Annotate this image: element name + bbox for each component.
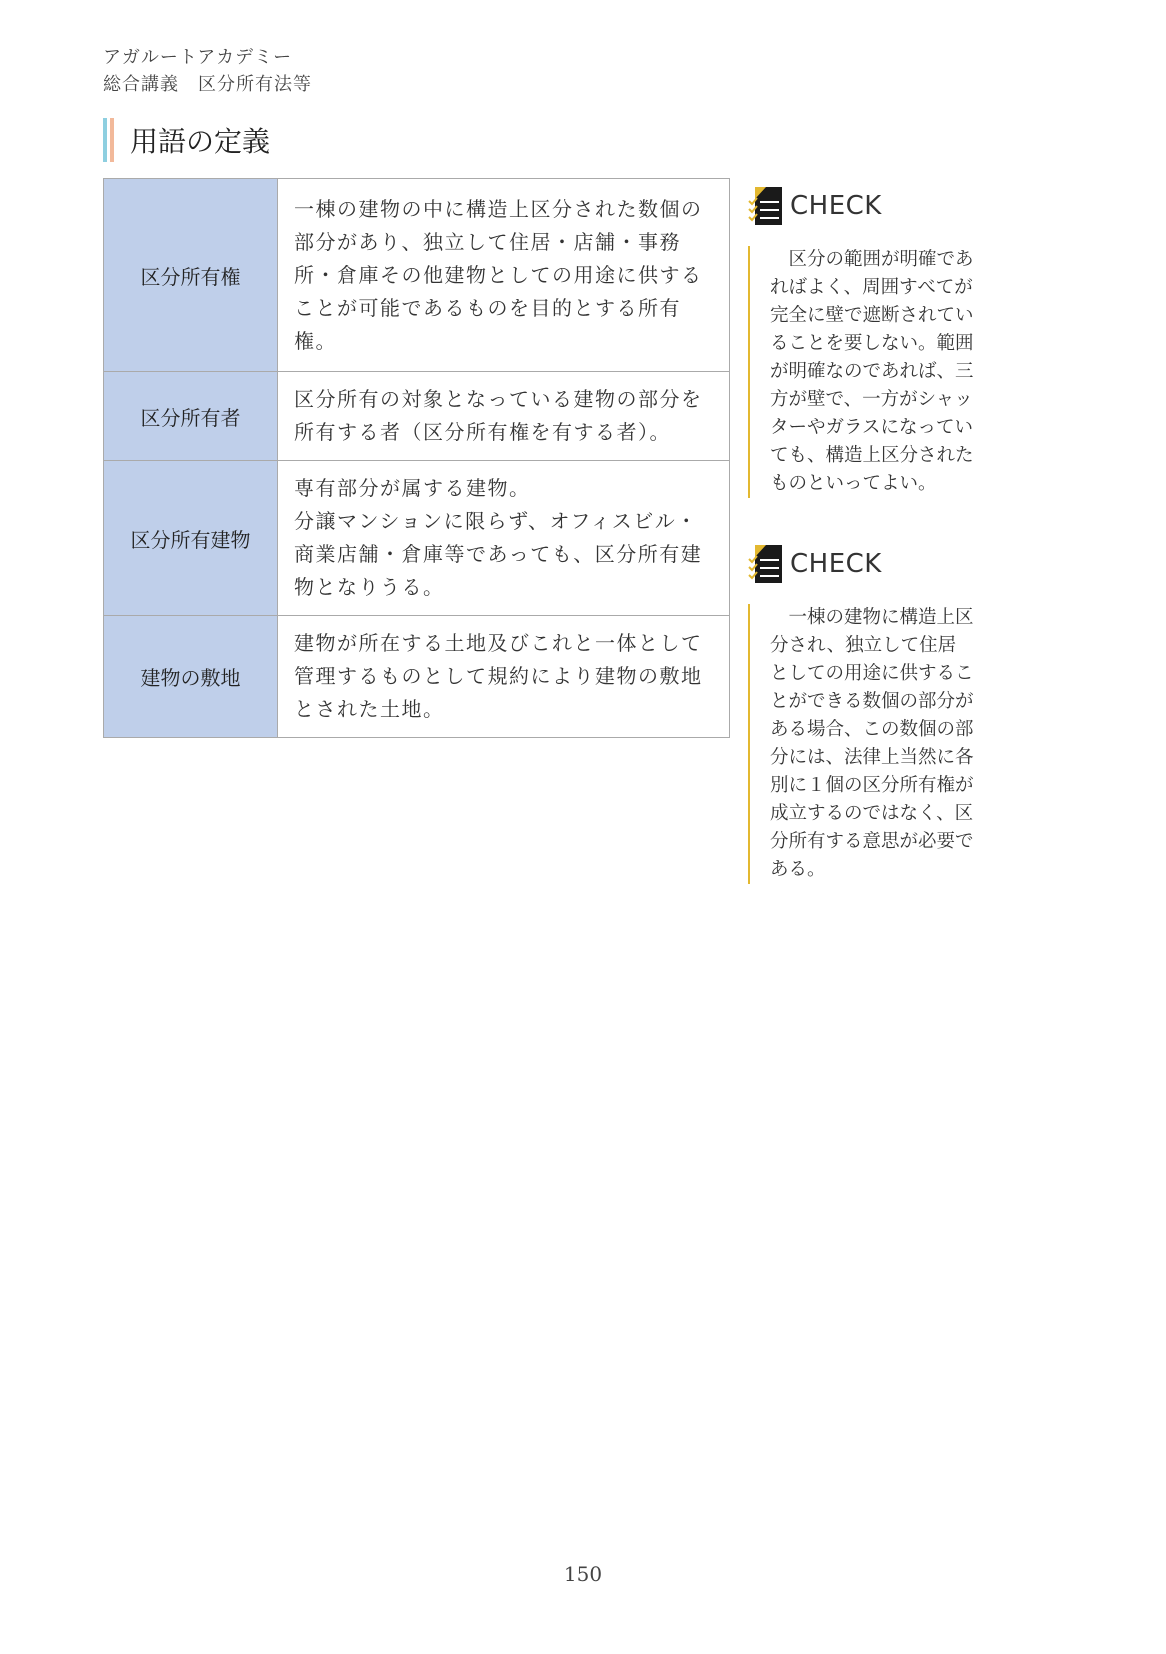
term-cell: 区分所有権 [104, 179, 278, 372]
description-cell: 建物が所在する土地及びこれと一体として管理するものとして規約により建物の敷地とされた土地。 [278, 616, 730, 738]
running-header [103, 44, 312, 98]
check-note-1 [748, 184, 978, 498]
checklist-icon [748, 543, 784, 585]
description-cell: 専有部分が属する建物。 分譲マンションに限らず、オフィスビル・商業店舗・倉庫等であっても、区分所有建物となりうる。 [278, 461, 730, 616]
table-row [104, 179, 730, 372]
description-cell: 区分所有の対象となっている建物の部分を所有する者（区分所有権を有する者）。 [278, 372, 730, 461]
section-title: 用語の定義 [130, 125, 271, 158]
page-number: 150 [563, 1562, 603, 1586]
heading-bar-orange [110, 118, 114, 162]
check-note-2 [748, 542, 978, 884]
header-course: 総合講義 区分所有法等 [103, 74, 312, 95]
check-header [748, 542, 978, 586]
heading-bars [103, 118, 114, 162]
check-text: 一棟の建物に構造上区分され、独立して住居としての用途に供することができる数個の部分がある場合、この数個の部分には、法律上当然に各別に１個の区分所有権が成立するのではなく、区分所有する意思が必要である。 [748, 604, 974, 884]
term-cell: 区分所有者 [104, 372, 278, 461]
check-text: 区分の範囲が明確であればよく、周囲すべてが完全に壁で遮断されていることを要しない。範囲が明確なのであれば、三方が壁で、一方がシャッターやガラスになっていても、構造上区分されたものといってよい。 [748, 246, 974, 498]
description-cell: 一棟の建物の中に構造上区分された数個の部分があり、独立して住居・店舗・事務所・倉庫その他建物としての用途に供することが可能であるものを目的とする所有権。 [278, 179, 730, 372]
header-school: アガルートアカデミー [103, 47, 293, 68]
checklist-icon [748, 185, 784, 227]
definitions-table [103, 178, 730, 738]
table-row [104, 461, 730, 616]
term-cell: 建物の敷地 [104, 616, 278, 738]
check-label: CHECK [790, 549, 882, 579]
check-header [748, 184, 978, 228]
heading-bar-blue [103, 118, 107, 162]
section-heading [103, 118, 270, 162]
check-label: CHECK [790, 191, 882, 221]
term-cell: 区分所有建物 [104, 461, 278, 616]
table-row [104, 372, 730, 461]
table-row [104, 616, 730, 738]
